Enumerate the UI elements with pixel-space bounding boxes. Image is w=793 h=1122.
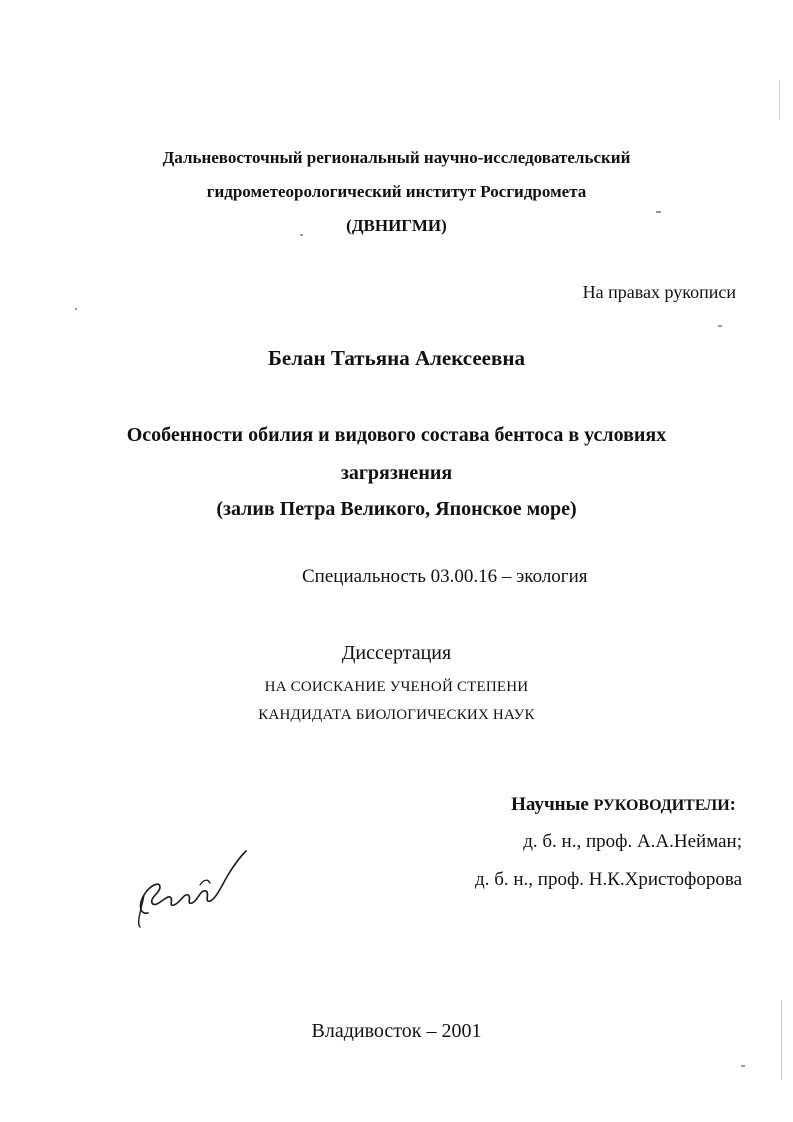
- manuscript-note: На правах рукописи: [582, 282, 736, 302]
- organization-line-1: Дальневосточный региональный научно-исследовательский: [162, 148, 631, 167]
- supervisors-heading-caps: РУКОВОДИТЕЛИ: [593, 797, 730, 814]
- author-name: Белан Татьяна Алексеевна: [268, 346, 525, 370]
- supervisors-heading: [511, 794, 736, 816]
- scan-speck: [656, 211, 661, 213]
- work-type-label: Диссертация: [341, 642, 452, 664]
- supervisor-first: д. б. н., проф. А.А.Нейман;: [523, 831, 742, 852]
- scan-edge-mark: [781, 1000, 782, 1080]
- supervisor-second: д. б. н., проф. Н.К.Христофорова: [475, 869, 742, 890]
- handwritten-signature: [130, 845, 255, 930]
- thesis-title-line-1: Особенности обилия и видового состава бентоса в условиях: [126, 424, 667, 446]
- scan-speck: [741, 1065, 745, 1067]
- work-type-line-1: НА СОИСКАНИЕ УЧЕНОЙ СТЕПЕНИ: [264, 679, 529, 695]
- thesis-title-line-3: (залив Петра Великого, Японское море): [216, 498, 577, 520]
- scan-speck: [75, 308, 77, 310]
- work-type-line-2: КАНДИДАТА БИОЛОГИЧЕСКИХ НАУК: [258, 707, 535, 723]
- scan-speck: [300, 234, 303, 236]
- organization-abbreviation: (ДВНИГМИ): [346, 216, 447, 235]
- organization-line-2: гидрометеорологический институт Росгидромета: [206, 182, 587, 201]
- place-and-year: Владивосток – 2001: [311, 1020, 482, 1042]
- supervisors-heading-suffix: :: [729, 794, 736, 815]
- scan-edge-mark: [779, 80, 780, 120]
- specialty: Специальность 03.00.16 – экология: [302, 566, 588, 587]
- thesis-title-line-2: загрязнения: [340, 462, 453, 484]
- scan-speck: [718, 325, 722, 327]
- supervisors-heading-prefix: Научные: [511, 794, 594, 815]
